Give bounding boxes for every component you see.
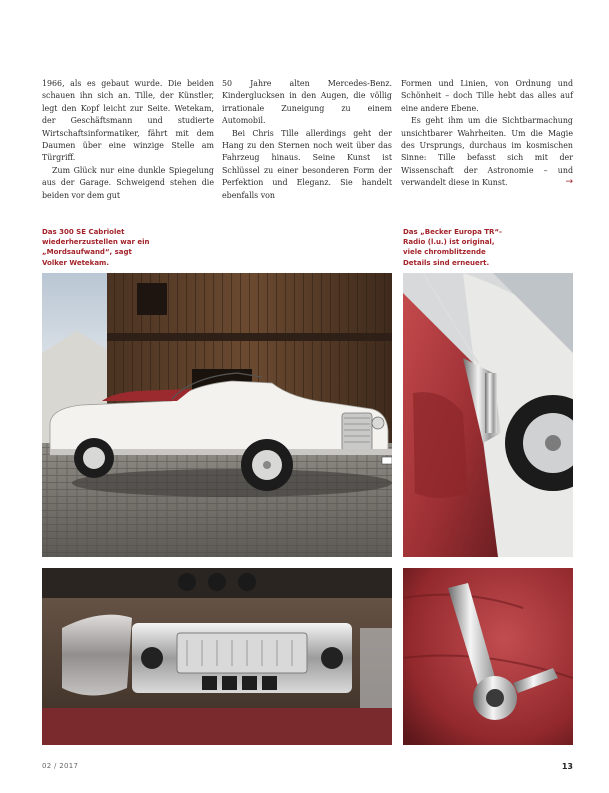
photo-cabriolet bbox=[42, 273, 392, 557]
photo-caption-radio: Das „Becker Europa TR“-Radio (l.u.) ist original, viele chromblitzende Details sind erneuert. bbox=[403, 228, 502, 267]
photo-door-detail bbox=[403, 273, 573, 557]
issue-label: 02 / 2017 bbox=[42, 762, 79, 770]
article-paragraph bbox=[401, 115, 573, 189]
article-paragraph: Formen und Linien, von Ordnung und Schönheit – doch Tille hebt das alles auf eine andere Ebene. bbox=[401, 79, 573, 113]
continue-arrow-icon: → bbox=[565, 177, 573, 188]
article-paragraph: Zum Glück nur eine dunkle Spiegelung aus der Garage. Schweigend stehen die beiden vor dem gut bbox=[42, 165, 214, 200]
page-number: 13 bbox=[561, 762, 573, 771]
photo-caption-car: Das 300 SE Cabriolet wiederherzustellen war ein „Mordsaufwand“, sagt Volker Wetekam. bbox=[42, 228, 150, 267]
article-column-3 bbox=[401, 78, 573, 190]
photo-becker-radio bbox=[42, 568, 392, 745]
article-paragraph: 50 Jahre alten Mercedes-Benz. Kinderglucksen in den Augen, die völlig irrationale Zuneigung zu einem Automobil. bbox=[222, 79, 392, 126]
article-paragraph: Bei Chris Tille allerdings geht der Hang zu den Sternen noch weit über das Fahrzeug hinaus. Seine Kunst ist Schlüssel zu einer besonderen Form der Perfektion und Eleganz. Sie handelt ebenfalls von bbox=[222, 128, 392, 200]
article-column-2 bbox=[222, 78, 392, 202]
photo-chrome-handle bbox=[403, 568, 573, 745]
article-column-1 bbox=[42, 78, 214, 202]
article-paragraph: 1966, als es gebaut wurde. Die beiden schauen ihn sich an. Tille, der Künstler, legt den Kopf leicht zur Seite. Wetekam, der Geschäftsmann und studierte Wirtschaftsinformatiker, fährt mit dem Daumen über eine winzige Stelle am Türgriff. bbox=[42, 79, 214, 163]
article-paragraph-text: Es geht ihm um die Sichtbarmachung unsichtbarer Wahrheiten. Um die Magie des Ursprungs, durchaus im kosmischen Sinne: Tille befasst sich mit der Wissenschaft der Astronomie – und verwandelt diese in Kunst. bbox=[401, 116, 573, 188]
